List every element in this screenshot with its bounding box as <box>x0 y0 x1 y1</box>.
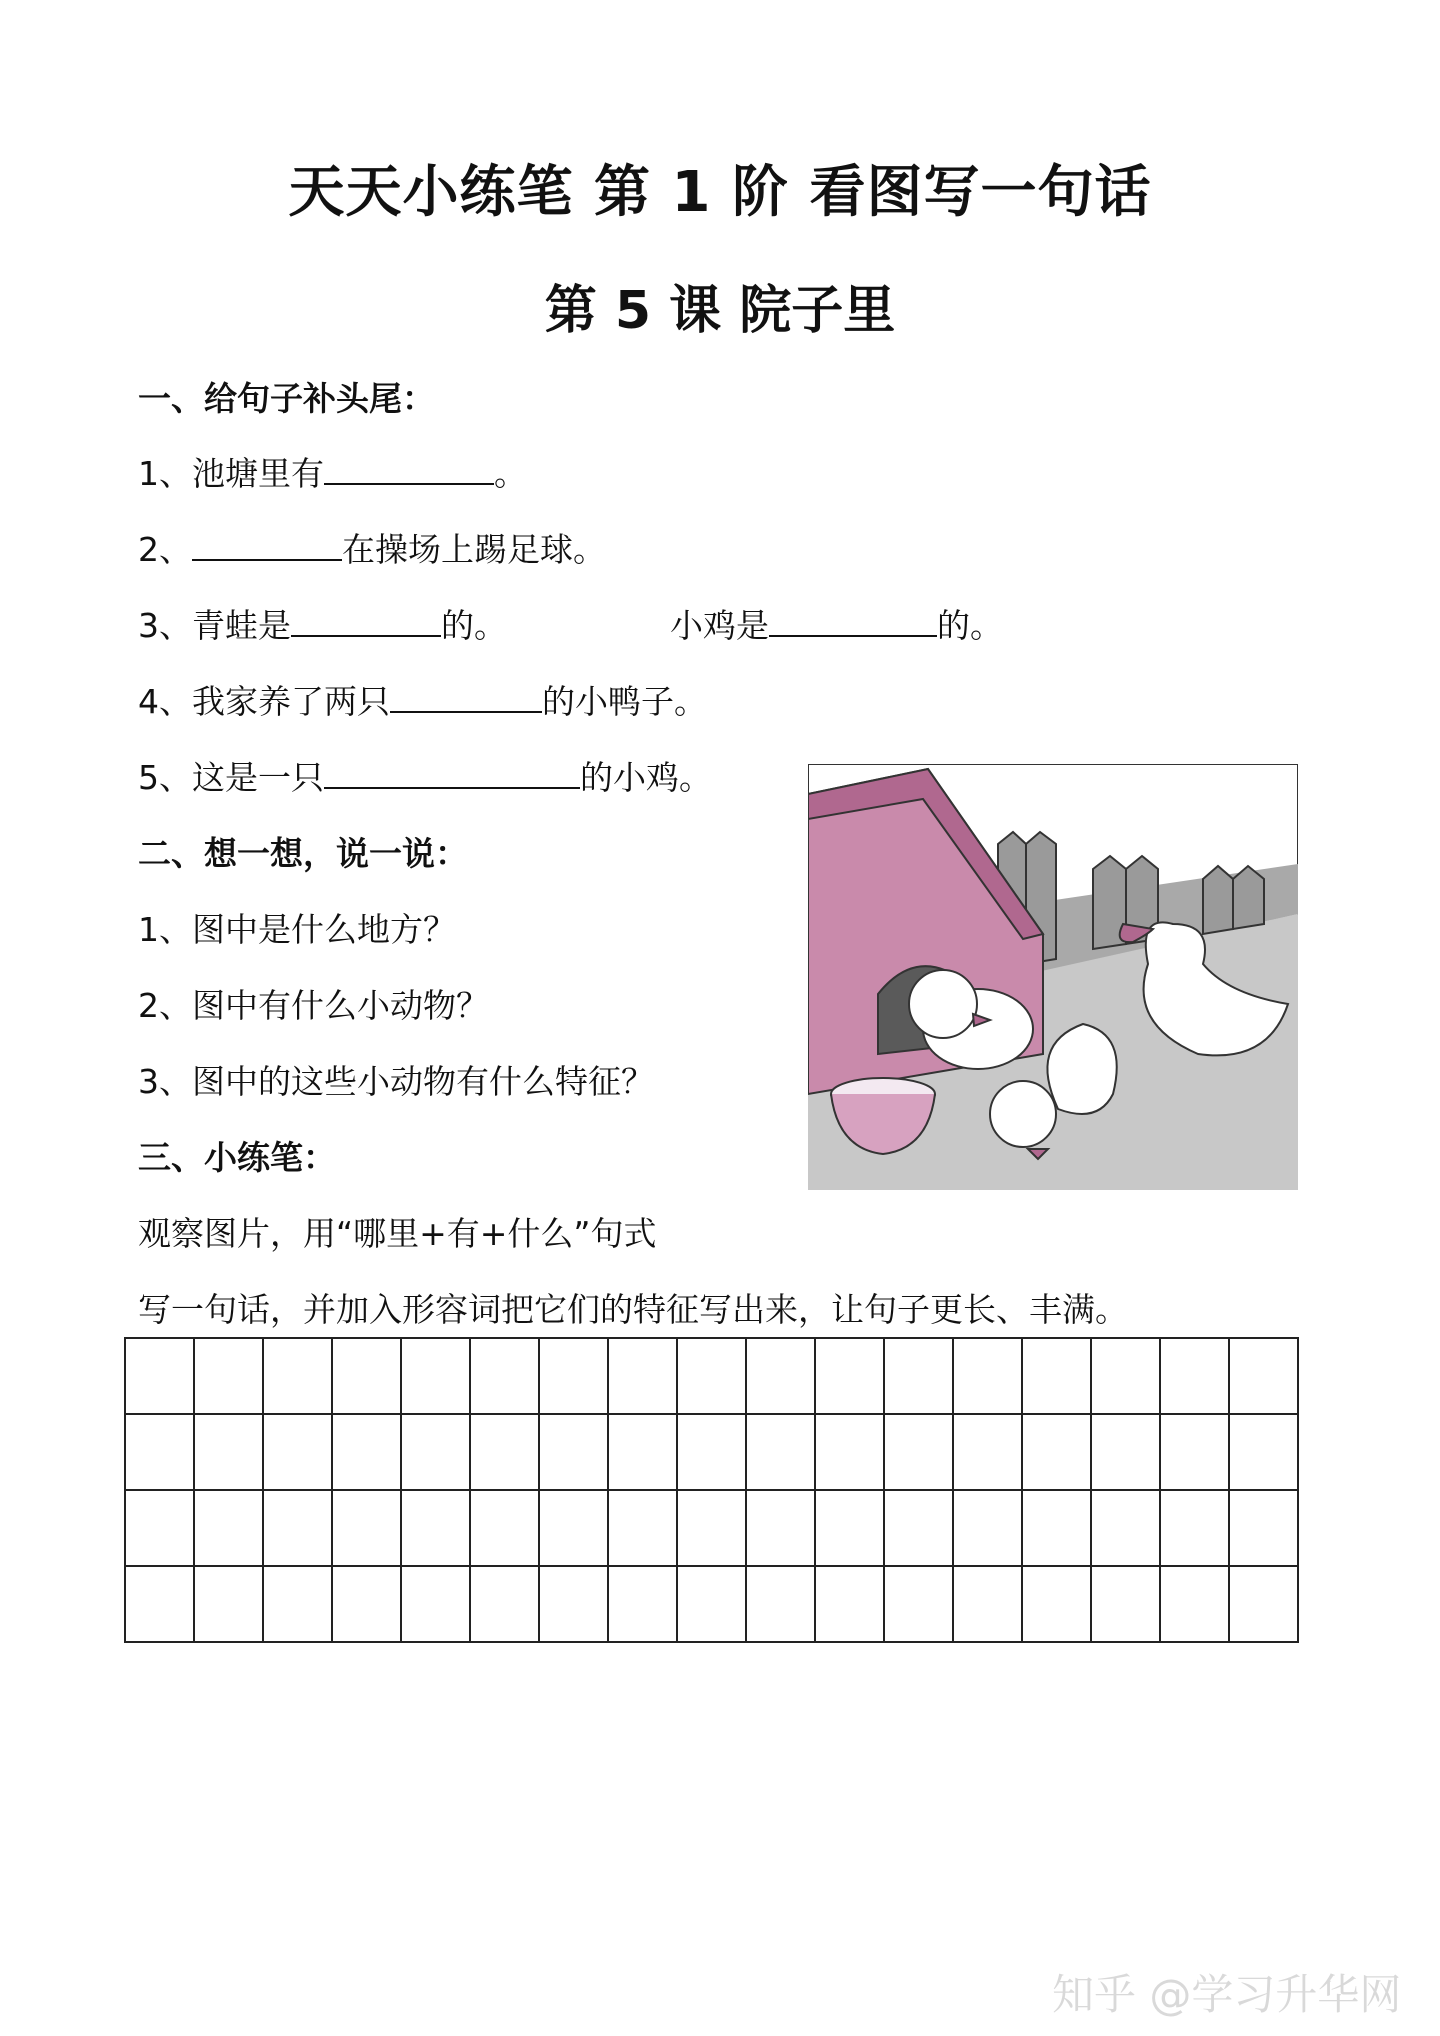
grid-row <box>125 1338 1298 1414</box>
grid-cell[interactable] <box>401 1414 470 1490</box>
instruction-line-2: 写一句话，并加入形容词把它们的特征写出来，让句子更长、丰满。 <box>138 1290 1128 1329</box>
grid-cell[interactable] <box>263 1566 332 1642</box>
grid-cell[interactable] <box>332 1566 401 1642</box>
grid-cell[interactable] <box>1229 1338 1298 1414</box>
item-text: 2、 <box>138 530 192 569</box>
grid-row <box>125 1490 1298 1566</box>
grid-cell[interactable] <box>401 1338 470 1414</box>
question-1: 1、图中是什么地方？ <box>138 910 456 949</box>
writing-grid <box>124 1337 1299 1643</box>
grid-cell[interactable] <box>539 1338 608 1414</box>
section2-heading: 二、想一想，说一说： <box>138 834 468 873</box>
grid-cell[interactable] <box>470 1490 539 1566</box>
grid-cell[interactable] <box>884 1414 953 1490</box>
grid-cell[interactable] <box>125 1338 194 1414</box>
grid-cell[interactable] <box>194 1490 263 1566</box>
fill-item-4 <box>138 676 707 723</box>
item-text: 的小鸡。 <box>580 758 712 797</box>
grid-cell[interactable] <box>125 1414 194 1490</box>
grid-cell[interactable] <box>746 1490 815 1566</box>
grid-cell[interactable] <box>539 1566 608 1642</box>
fill-item-3b <box>670 600 1003 647</box>
grid-cell[interactable] <box>263 1338 332 1414</box>
item-text: 的。 <box>937 606 1003 645</box>
question-2: 2、图中有什么小动物？ <box>138 986 489 1025</box>
grid-cell[interactable] <box>1091 1338 1160 1414</box>
grid-cell[interactable] <box>815 1566 884 1642</box>
grid-cell[interactable] <box>1229 1414 1298 1490</box>
grid-cell[interactable] <box>1160 1566 1229 1642</box>
grid-cell[interactable] <box>1022 1566 1091 1642</box>
blank-line[interactable] <box>324 757 580 789</box>
grid-cell[interactable] <box>1091 1414 1160 1490</box>
item-text: 的小鸭子。 <box>542 682 707 721</box>
grid-cell[interactable] <box>1022 1338 1091 1414</box>
grid-cell[interactable] <box>263 1414 332 1490</box>
grid-cell[interactable] <box>746 1566 815 1642</box>
blank-line[interactable] <box>291 605 441 637</box>
grid-cell[interactable] <box>125 1566 194 1642</box>
blank-line[interactable] <box>390 681 542 713</box>
grid-cell[interactable] <box>332 1414 401 1490</box>
fill-item-5 <box>138 752 712 799</box>
grid-cell[interactable] <box>815 1414 884 1490</box>
grid-cell[interactable] <box>1091 1566 1160 1642</box>
grid-cell[interactable] <box>1160 1490 1229 1566</box>
blank-line[interactable] <box>192 529 342 561</box>
grid-cell[interactable] <box>263 1490 332 1566</box>
item-text: 在操场上踢足球。 <box>342 530 606 569</box>
grid-cell[interactable] <box>332 1338 401 1414</box>
grid-cell[interactable] <box>470 1338 539 1414</box>
grid-cell[interactable] <box>1229 1566 1298 1642</box>
question-3: 3、图中的这些小动物有什么特征？ <box>138 1062 654 1101</box>
grid-cell[interactable] <box>1022 1490 1091 1566</box>
grid-cell[interactable] <box>194 1414 263 1490</box>
item-text: 4、我家养了两只 <box>138 682 390 721</box>
lesson-title: 第 5 课 院子里 <box>544 281 896 341</box>
grid-cell[interactable] <box>884 1490 953 1566</box>
worksheet-title: 天天小练笔 第 1 阶 看图写一句话 <box>288 160 1152 225</box>
grid-row <box>125 1566 1298 1642</box>
grid-cell[interactable] <box>608 1566 677 1642</box>
grid-cell[interactable] <box>677 1414 746 1490</box>
grid-cell[interactable] <box>401 1490 470 1566</box>
section3-heading: 三、小练笔： <box>138 1138 336 1177</box>
yard-illustration <box>808 764 1298 1190</box>
grid-cell[interactable] <box>884 1566 953 1642</box>
grid-cell[interactable] <box>470 1414 539 1490</box>
grid-cell[interactable] <box>884 1338 953 1414</box>
blank-line[interactable] <box>324 453 494 485</box>
grid-cell[interactable] <box>1229 1490 1298 1566</box>
blank-line[interactable] <box>769 605 937 637</box>
grid-cell[interactable] <box>746 1338 815 1414</box>
watermark: 知乎 @学习升华网 <box>1052 1970 1402 2019</box>
instruction-line-1: 观察图片，用“哪里+有+什么”句式 <box>138 1214 657 1253</box>
grid-cell[interactable] <box>953 1414 1022 1490</box>
grid-cell[interactable] <box>746 1414 815 1490</box>
fill-item-2 <box>138 524 606 571</box>
item-text: 小鸡是 <box>670 606 769 645</box>
grid-cell[interactable] <box>194 1566 263 1642</box>
grid-cell[interactable] <box>332 1490 401 1566</box>
item-text: 。 <box>494 454 527 493</box>
item-text: 1、池塘里有 <box>138 454 324 493</box>
section1-heading: 一、给句子补头尾： <box>138 379 435 418</box>
grid-cell[interactable] <box>539 1414 608 1490</box>
grid-cell[interactable] <box>815 1490 884 1566</box>
item-text: 的。 <box>441 606 507 645</box>
grid-row <box>125 1414 1298 1490</box>
grid-cell[interactable] <box>1160 1414 1229 1490</box>
grid-cell[interactable] <box>539 1490 608 1566</box>
grid-cell[interactable] <box>1022 1414 1091 1490</box>
grid-cell[interactable] <box>470 1566 539 1642</box>
grid-cell[interactable] <box>1160 1338 1229 1414</box>
item-text: 5、这是一只 <box>138 758 324 797</box>
grid-cell[interactable] <box>815 1338 884 1414</box>
grid-cell[interactable] <box>125 1490 194 1566</box>
grid-cell[interactable] <box>953 1338 1022 1414</box>
grid-cell[interactable] <box>677 1566 746 1642</box>
grid-cell[interactable] <box>608 1414 677 1490</box>
grid-cell[interactable] <box>953 1490 1022 1566</box>
fill-item-1 <box>138 448 527 495</box>
grid-cell[interactable] <box>608 1490 677 1566</box>
grid-cell[interactable] <box>194 1338 263 1414</box>
grid-cell[interactable] <box>953 1566 1022 1642</box>
grid-cell[interactable] <box>677 1490 746 1566</box>
fill-item-3 <box>138 600 507 647</box>
grid-cell[interactable] <box>677 1338 746 1414</box>
grid-cell[interactable] <box>608 1338 677 1414</box>
item-text: 3、青蛙是 <box>138 606 291 645</box>
grid-cell[interactable] <box>1091 1490 1160 1566</box>
grid-cell[interactable] <box>401 1566 470 1642</box>
